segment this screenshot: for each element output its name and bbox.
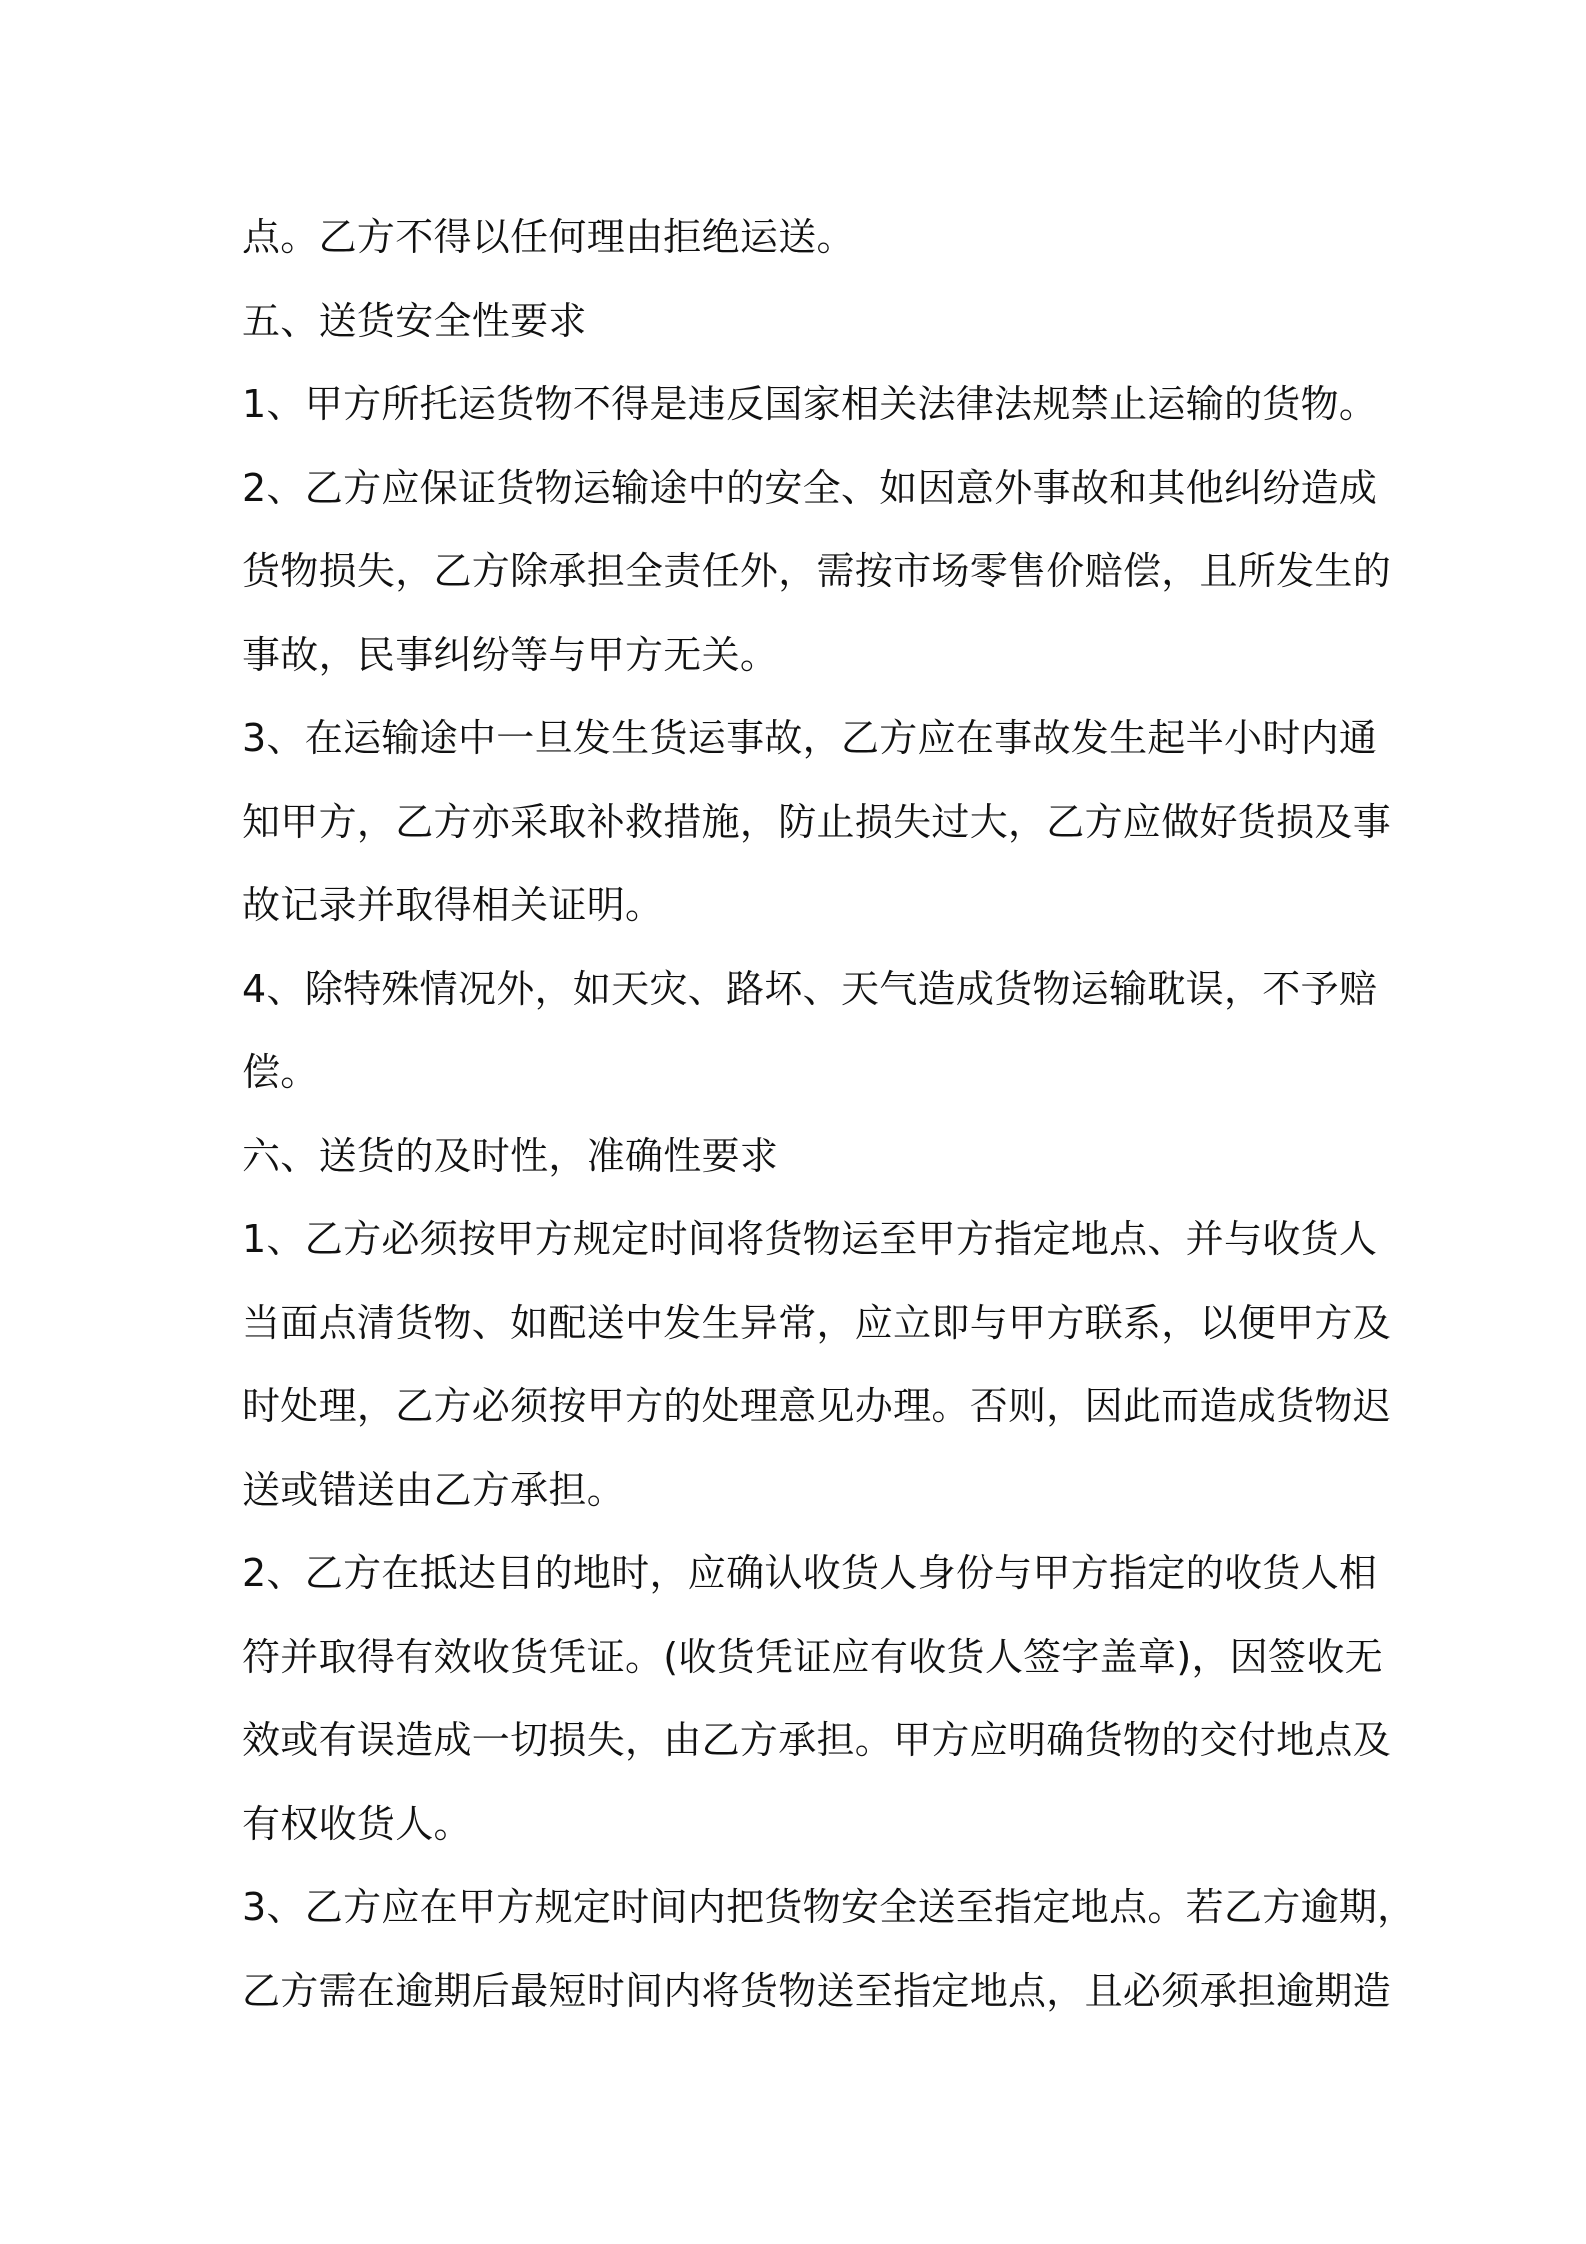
text-line: 1、乙方必须按甲方规定时间将货物运至甲方指定地点、并与收货人 — [242, 1217, 1378, 1261]
text-line: 3、乙方应在甲方规定时间内把货物安全送至指定地点。若乙方逾期， — [242, 1885, 1416, 1929]
section-heading: 五、送货安全性要求 — [242, 298, 587, 343]
text-line: 效或有误造成一切损失，由乙方承担。甲方应明确货物的交付地点及 — [242, 1718, 1392, 1762]
text-line: 故记录并取得相关证明。 — [242, 883, 664, 927]
text-line: 时处理，乙方必须按甲方的处理意见办理。否则，因此而造成货物迟 — [242, 1384, 1392, 1428]
text-line: 当面点清货物、如配送中发生异常，应立即与甲方联系，以便甲方及 — [242, 1300, 1392, 1345]
text-line: 有权收货人。 — [242, 1801, 472, 1846]
document-body — [242, 196, 1416, 2033]
text-line: 2、乙方在抵达目的地时，应确认收货人身份与甲方指定的收货人相 — [242, 1551, 1378, 1595]
text-line: 偿。 — [242, 1050, 319, 1094]
section-heading: 六、送货的及时性，准确性要求 — [242, 1133, 779, 1178]
text-line: 3、在运输途中一旦发生货运事故，乙方应在事故发生起半小时内通 — [242, 716, 1378, 760]
text-line: 乙方需在逾期后最短时间内将货物送至指定地点，且必须承担逾期造 — [242, 1968, 1392, 2013]
text-line: 点。乙方不得以任何理由拒绝运送。 — [242, 215, 855, 259]
text-line: 事故，民事纠纷等与甲方无关。 — [242, 632, 779, 677]
text-line: 4、除特殊情况外，如天灾、路坏、天气造成货物运输耽误，不予赔 — [242, 966, 1378, 1011]
text-line: 2、乙方应保证货物运输途中的安全、如因意外事故和其他纠纷造成 — [242, 465, 1378, 510]
text-line: 符并取得有效收货凭证。(收货凭证应有收货人签字盖章)，因签收无 — [242, 1634, 1383, 1679]
text-line: 送或错送由乙方承担。 — [242, 1467, 626, 1512]
text-line: 货物损失，乙方除承担全责任外，需按市场零售价赔偿，且所发生的 — [242, 549, 1392, 593]
text-line: 1、甲方所托运货物不得是违反国家相关法律法规禁止运输的货物。 — [242, 382, 1378, 426]
text-line: 知甲方，乙方亦采取补救措施，防止损失过大，乙方应做好货损及事 — [242, 799, 1392, 844]
